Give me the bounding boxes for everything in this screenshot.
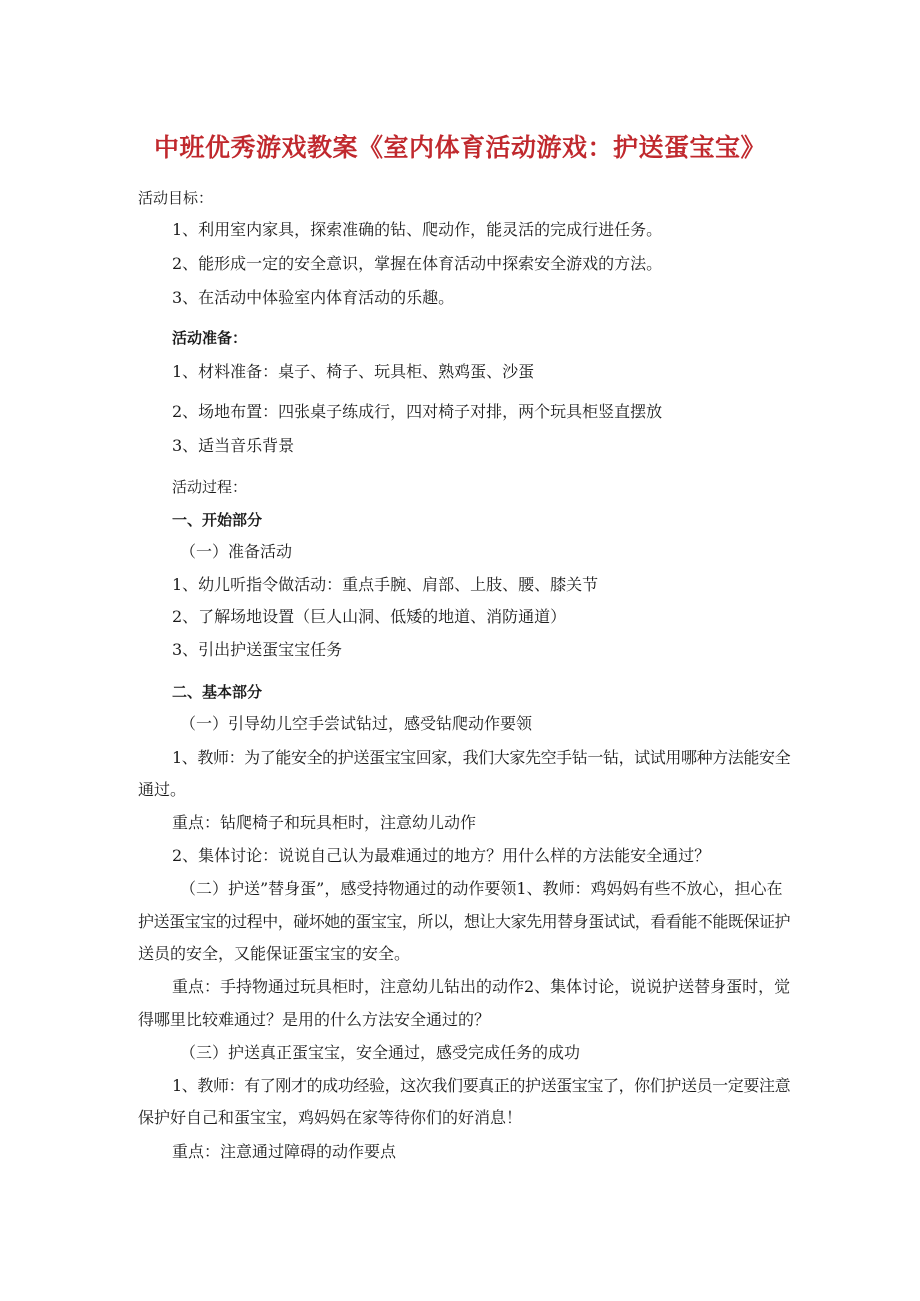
document-title: 中班优秀游戏教案《室内体育活动游戏：护送蛋宝宝》 [153, 133, 766, 162]
paragraph-line: 得哪里比较难通过？是用的什么方法安全通过的？ [138, 1010, 491, 1029]
paragraph-line: 2、场地布置：四张桌子练成行，四对椅子对排，两个玩具柜竖直摆放 [172, 402, 663, 421]
paragraph-line: 1、材料准备：桌子、椅子、玩具柜、熟鸡蛋、沙蛋 [172, 362, 535, 381]
paragraph-line: 1、教师：为了能安全的护送蛋宝宝回家，我们大家先空手钻一钻，试试用哪种方法能安全 [172, 748, 791, 767]
paragraph-line: 2、能形成一定的安全意识，掌握在体育活动中探索安全游戏的方法。 [172, 254, 663, 273]
paragraph-line: 3、引出护送蛋宝宝任务 [172, 640, 343, 659]
subsection-heading-basic: 二、基本部分 [172, 683, 263, 701]
paragraph-line: （一）准备活动 [180, 542, 293, 561]
paragraph-line: 保护好自己和蛋宝宝，鸡妈妈在家等待你们的好消息！ [138, 1108, 523, 1127]
section-heading-preparation: 活动准备： [172, 329, 248, 347]
paragraph-line: 护送蛋宝宝的过程中，碰坏她的蛋宝宝，所以，想让大家先用替身蛋试试，看看能不能既保证护 [138, 912, 791, 931]
subsection-heading-start: 一、开始部分 [172, 511, 263, 529]
paragraph-line: 2、集体讨论：说说自己认为最难通过的地方？用什么样的方法能安全通过？ [172, 846, 711, 865]
paragraph-line: 重点：注意通过障碍的动作要点 [172, 1142, 397, 1161]
paragraph-line: 2、了解场地设置（巨人山洞、低矮的地道、消防通道） [172, 607, 567, 626]
paragraph-line: 1、幼儿听指令做活动：重点手腕、肩部、上肢、腰、膝关节 [172, 575, 599, 594]
paragraph-line: （三）护送真正蛋宝宝，安全通过，感受完成任务的成功 [180, 1043, 581, 1062]
paragraph-line: 送员的安全，又能保证蛋宝宝的安全。 [138, 944, 411, 963]
paragraph-line: 3、适当音乐背景 [172, 436, 295, 455]
section-heading-process: 活动过程： [172, 478, 248, 496]
paragraph-line: 1、教师：有了刚才的成功经验，这次我们要真正的护送蛋宝宝了，你们护送员一定要注意 [172, 1076, 791, 1095]
paragraph-line: 重点：手持物通过玩具柜时，注意幼儿钻出的动作2、集体讨论，说说护送替身蛋时，觉 [172, 977, 791, 996]
section-heading-goals: 活动目标： [138, 189, 214, 207]
paragraph-line: 重点：钻爬椅子和玩具柜时，注意幼儿动作 [172, 813, 477, 832]
paragraph-line: （一）引导幼儿空手尝试钻过，感受钻爬动作要领 [180, 714, 533, 733]
paragraph-line: 1、利用室内家具，探索准确的钻、爬动作，能灵活的完成行进任务。 [172, 220, 663, 239]
paragraph-line: 3、在活动中体验室内体育活动的乐趣。 [172, 288, 455, 307]
paragraph-line: 通过。 [138, 780, 187, 799]
paragraph-line: （二）护送”替身蛋”，感受持物通过的动作要领1、教师：鸡妈妈有些不放心，担心在 [180, 879, 783, 898]
